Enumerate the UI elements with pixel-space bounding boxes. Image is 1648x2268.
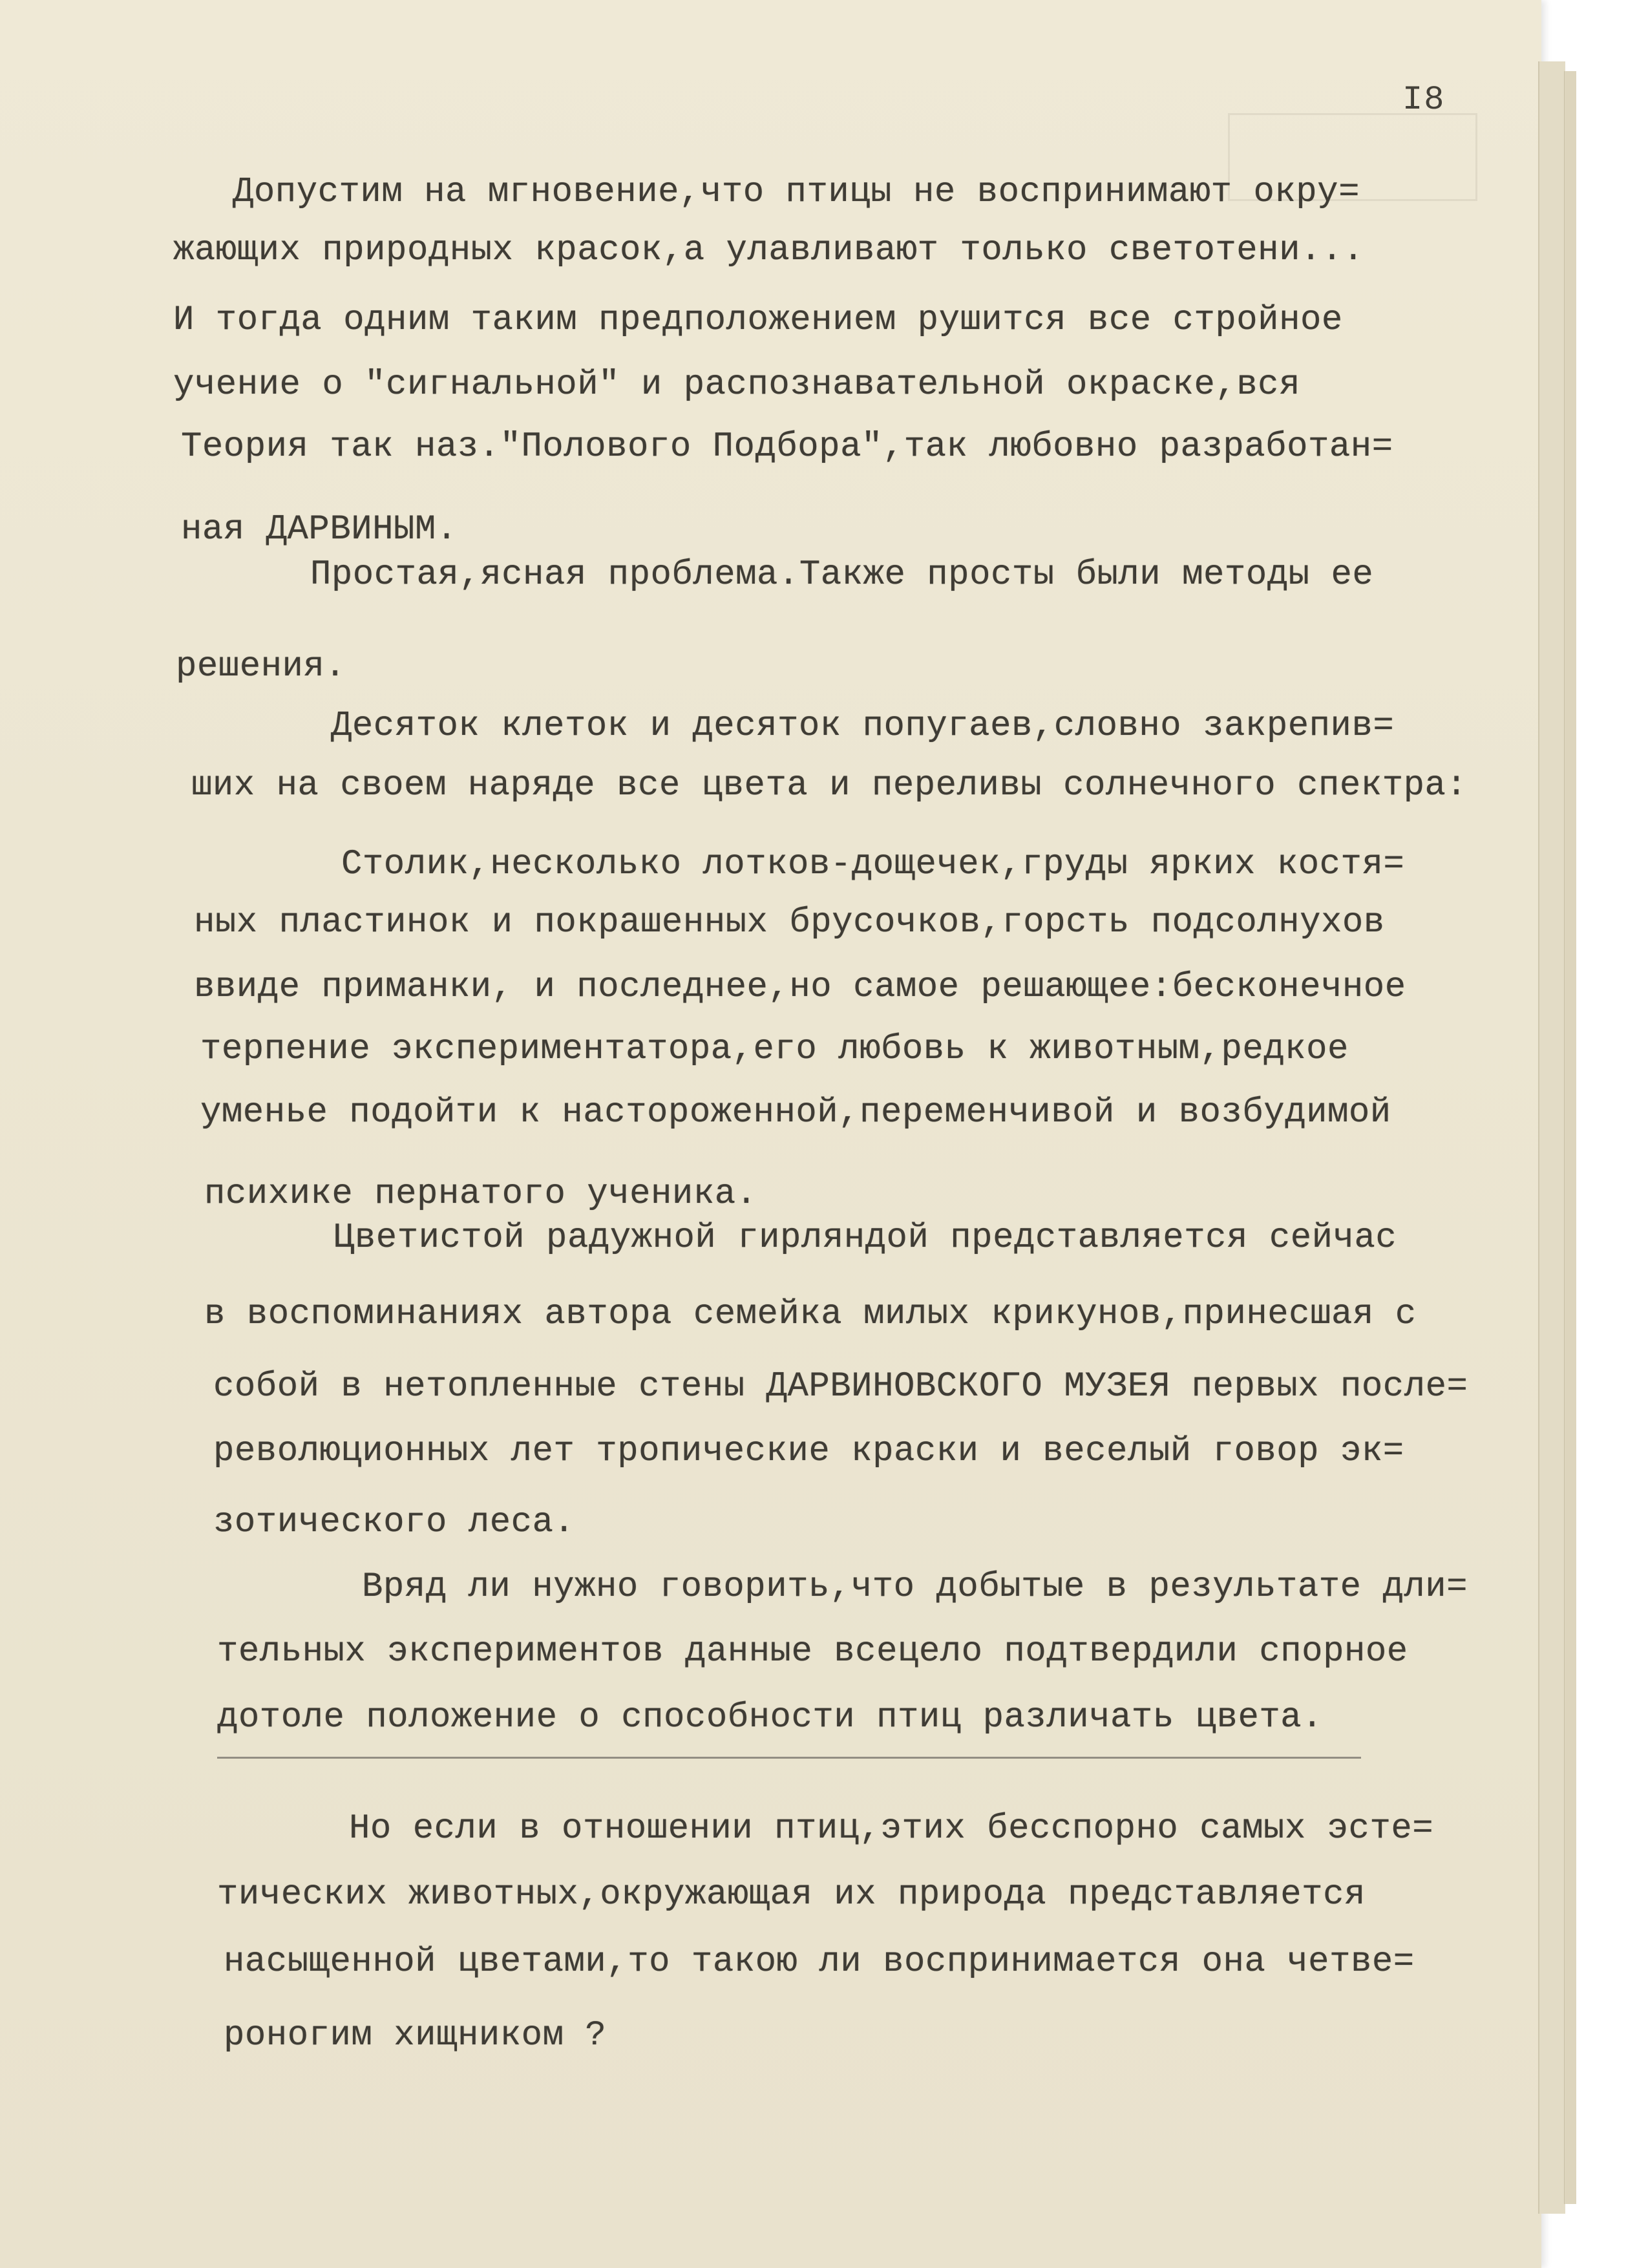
text-line: ная ДАРВИНЫМ. bbox=[181, 510, 458, 549]
text-line: тических животных,окружающая их природа представляется bbox=[217, 1875, 1366, 1914]
paper-edge-back bbox=[1564, 71, 1576, 2204]
text-line: роногим хищником ? bbox=[224, 2016, 607, 2055]
text-line: собой в нетопленные стены ДАРВИНОВСКОГО МУЗЕЯ первых после= bbox=[213, 1367, 1468, 1406]
text-line: Столик,несколько лотков-дощечек,груды ярких костя= bbox=[341, 845, 1405, 884]
text-line: ших на своем наряде все цвета и переливы солнечного спектра: bbox=[191, 766, 1468, 805]
text-line: ных пластинок и покрашенных брусочков,горсть подсолнухов bbox=[194, 903, 1385, 942]
text-line: насыщенной цветами,то такою ли воспринимается она четве= bbox=[224, 1942, 1415, 1982]
text-line: тельных экспериментов данные всецело подтвердили спорное bbox=[217, 1632, 1408, 1671]
text-line: решения. bbox=[176, 647, 346, 686]
text-line: И тогда одним таким предположением рушится все стройное bbox=[173, 301, 1343, 340]
underline-rule bbox=[217, 1757, 1361, 1759]
text-line: революционных лет тропические краски и веселый говор эк= bbox=[213, 1432, 1404, 1471]
text-line: Простая,ясная проблема.Также просты были методы ее bbox=[310, 555, 1374, 595]
text-line: терпение экспериментатора,его любовь к животным,редкое bbox=[200, 1030, 1349, 1069]
text-line: уменье подойти к настороженной,переменчивой и возбудимой bbox=[200, 1093, 1391, 1132]
text-line: Теория так наз."Полового Подбора",так любовно разработан= bbox=[181, 427, 1393, 467]
text-line: психике пернатого ученика. bbox=[204, 1174, 757, 1214]
text-line: ввиде приманки, и последнее,но самое решающее:бесконечное bbox=[194, 968, 1406, 1007]
text-line: дотоле положение о способности птиц различать цвета. bbox=[217, 1698, 1324, 1737]
text-line: Вряд ли нужно говорить,что добытые в результате дли= bbox=[362, 1567, 1468, 1607]
text-line: зотического леса. bbox=[213, 1503, 575, 1542]
text-line: Но если в отношении птиц,этих бесспорно самых эсте= bbox=[349, 1809, 1434, 1849]
page-number: I8 bbox=[1402, 81, 1446, 119]
text-line: жающих природных красок,а улавливают только светотени... bbox=[173, 231, 1364, 270]
text-line: Десяток клеток и десяток попугаев,словно закрепив= bbox=[331, 706, 1395, 746]
text-line: Допустим на мгновение,что птицы не воспринимают окру= bbox=[233, 173, 1360, 212]
text-line: Цветистой радужной гирляндой представляется сейчас bbox=[333, 1218, 1397, 1258]
text-line: в воспоминаниях автора семейка милых крикунов,принесшая с bbox=[204, 1295, 1417, 1334]
text-line: учение о "сигнальной" и распознавательной окраске,вся bbox=[173, 365, 1300, 405]
paper-edge bbox=[1538, 61, 1565, 2214]
